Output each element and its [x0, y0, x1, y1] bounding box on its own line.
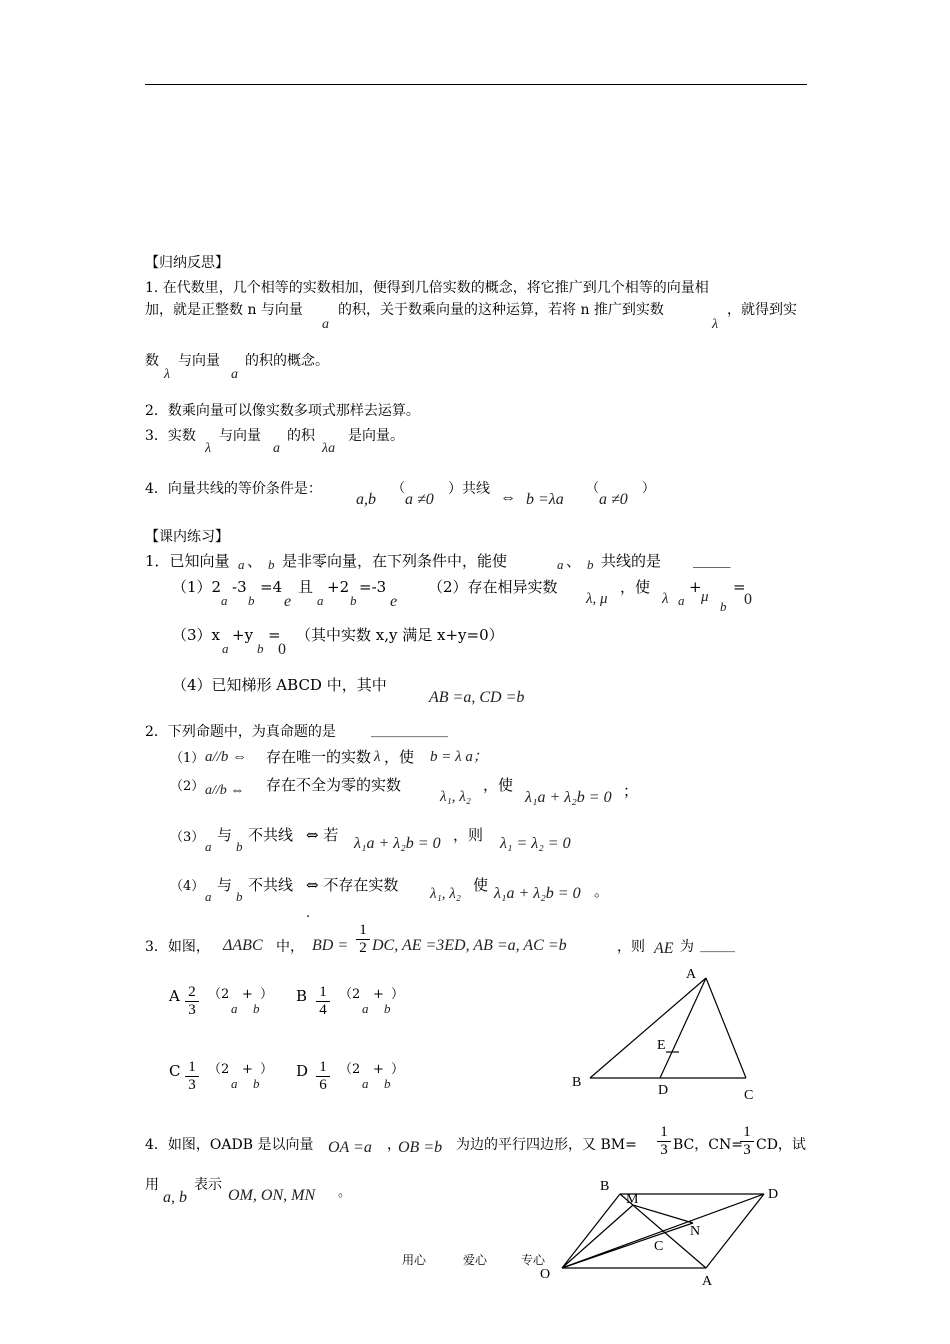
math-om-on-mn: OM, ON, MN [228, 1187, 316, 1204]
label-d: D [768, 1187, 779, 1202]
math-ob-eq-b: OB =b [398, 1139, 443, 1156]
symbol-b: b [257, 641, 264, 656]
q1-stem-d: 、 [566, 552, 582, 570]
math-a-neq-0: a ≠0 [599, 491, 628, 508]
reflection-item4b: ）共线 [448, 481, 490, 497]
q1-c1-d: 且 [298, 578, 314, 596]
symbol-a: a [362, 1076, 369, 1091]
option-expr-close: ） [260, 1062, 274, 1077]
symbol-b: b [384, 1001, 391, 1016]
option-b-label[interactable]: B [296, 987, 308, 1005]
option-expr-close: ） [391, 1062, 405, 1077]
symbol-mu: μ [701, 589, 709, 605]
label-c: C [654, 1239, 664, 1254]
q2-stem: 2．下列命题中，为真命题的是 [145, 724, 336, 740]
math-b-eq-lambda-a: b = λ a； [430, 749, 488, 765]
q3-stem-d: 为 [680, 939, 694, 955]
label-m: M [626, 1192, 639, 1207]
option-expr-close: ） [260, 987, 274, 1002]
symbol-lambda: λ [164, 367, 171, 382]
symbol-b: b [253, 1076, 260, 1091]
math-oa-eq-a: OA =a [328, 1139, 372, 1156]
q4-stem-d: BC，CN= [673, 1137, 743, 1153]
symbol-lambda: λ [712, 317, 719, 332]
q2-o1-c: 存在唯一的实数 [266, 748, 372, 766]
q1-c4-a: （4）已知梯形 ABCD 中，其中 [172, 676, 387, 694]
q4-stem-c: 为边的平行四边形，又 BM= [456, 1137, 637, 1153]
footer-word-1: 用心 [402, 1253, 427, 1267]
option-expr-close: ） [391, 987, 405, 1002]
q4-stem-b: ， [387, 1137, 401, 1153]
math-q3-conditions: DC, AE =3ED, AB =a, AC =b [372, 937, 567, 954]
symbol-a: a [317, 593, 324, 608]
q1-c3-b: +y [232, 626, 254, 644]
q2-o1-d: ，使 [384, 748, 415, 766]
option-d-fraction: 1 6 [316, 1059, 330, 1094]
label-a: A [686, 967, 697, 982]
math-lambdas-zero: λ₁ = λ₂ = 0 [500, 835, 571, 852]
q2-o4-a: （4） [170, 879, 205, 894]
q2-o2-d: ，使 [483, 776, 514, 794]
reflection-item1-line3b: 与向量 [178, 353, 220, 369]
symbol-a: a [322, 317, 329, 332]
q1-c1-e: +2 [327, 578, 350, 596]
option-expr-open: （2 [208, 987, 230, 1002]
paren-open: （ [392, 481, 406, 496]
label-b: B [572, 1075, 582, 1090]
q1-stem-c: 是非零向量，在下列条件中，能使 [282, 552, 508, 570]
symbol-a: a [238, 557, 245, 572]
math-triangle-abc: ΔABC [223, 937, 263, 954]
symbol-b: b [587, 557, 594, 572]
q2-o4-e: 使 [473, 876, 489, 894]
q4-line2-b: 表示 [194, 1177, 222, 1193]
option-expr-open: （2 [339, 1062, 361, 1077]
zero-vector: 0 [744, 591, 752, 608]
symbol-a: a [221, 593, 228, 608]
option-expr-plus: + [373, 1062, 384, 1077]
reflection-item3d: 是向量。 [348, 428, 404, 444]
symbol-b: b [384, 1076, 391, 1091]
q2-o3-c: 不共线 [248, 826, 294, 844]
q2-o4-b: 与 [217, 876, 233, 894]
label-e: E [657, 1038, 666, 1053]
segment-om [562, 1205, 633, 1268]
reflection-item1-line2b: 的积，关于数乘向量的这种运算，若将 n 推广到实数 [338, 302, 664, 318]
fraction-one-third: 1 3 [657, 1124, 671, 1159]
reflection-item1-line3c: 的积的概念。 [245, 353, 329, 369]
q3-stem-c: ，则 [617, 939, 645, 955]
q2-answer-blank[interactable]: ___________ [371, 722, 448, 738]
q2-o3-e: ，则 [453, 826, 484, 844]
reflection-item1-line1: 1. 在代数里，几个相等的实数相加，便得到几倍实数的概念，将它推广到几个相等的向量相 [145, 280, 709, 296]
math-ab-cd: AB =a, CD =b [429, 689, 525, 706]
symbol-a: a [231, 1001, 238, 1016]
option-a-fraction: 2 3 [185, 984, 199, 1019]
reflection-item3a: 3．实数 [145, 428, 196, 444]
segment-ac [706, 978, 746, 1078]
footer-word-3: 专心 [521, 1253, 546, 1267]
q2-o3-b: 与 [217, 826, 233, 844]
symbol-a: a [222, 641, 229, 656]
reflection-item1-line2a: 加，就是正整数 n 与向量 [145, 302, 303, 318]
q2-o4-c: 不共线 [248, 876, 294, 894]
q3-stem-b: 中， [276, 939, 304, 955]
stray-dot: . [306, 906, 311, 921]
reflection-item1-line3a: 数 [145, 353, 159, 369]
q2-o4-f: 。 [594, 882, 610, 900]
symbol-a: a [678, 593, 685, 608]
q1-c2-c: + [689, 578, 702, 596]
segment-ab [590, 978, 706, 1078]
symbol-b: b [350, 593, 357, 608]
option-expr-open: （2 [339, 987, 361, 1002]
math-a-b: a, b [163, 1189, 187, 1206]
symbol-a: a [273, 441, 280, 456]
segment-ad [660, 978, 706, 1078]
triangle-figure [560, 960, 770, 1110]
math-b-eq-lambda-a: b =λa [526, 491, 564, 508]
q3-stem-a: 3．如图， [145, 939, 210, 955]
paren-close: ） [642, 481, 656, 496]
symbol-b: b [720, 599, 727, 614]
q1-c3-c: = [268, 626, 281, 644]
symbol-a: a [362, 1001, 369, 1016]
fraction-one-third: 1 3 [740, 1124, 754, 1159]
zero-vector: 0 [278, 641, 286, 658]
q1-c3-d: （其中实数 x,y 满足 x+y=0） [296, 626, 504, 644]
symbol-e: e [284, 593, 292, 610]
segment-on [562, 1223, 693, 1268]
symbol-b: b [236, 889, 243, 904]
q4-stem-a: 4．如图，OADB 是以向量 [145, 1137, 314, 1153]
option-expr-plus: + [242, 1062, 253, 1077]
math-lambda-mu: λ, μ [586, 591, 608, 607]
symbol-a: a [231, 1076, 238, 1091]
symbol-a: a [231, 367, 238, 382]
q4-stem-e: CD，试 [756, 1137, 806, 1153]
option-b-fraction: 1 4 [316, 984, 330, 1019]
footer-word-2: 爱心 [463, 1253, 488, 1267]
label-o: O [540, 1267, 551, 1282]
q4-line2-c: 。 [338, 1185, 352, 1200]
iff-symbol: ⇔ [500, 489, 516, 506]
math-ae: AE [654, 940, 674, 957]
q2-o4-d: ⇔ 不存在实数 [306, 876, 399, 894]
practice-heading: 【课内练习】 [145, 529, 229, 545]
symbol-b: b [248, 593, 255, 608]
math-a-parallel-b: a//b ⇔ [205, 783, 245, 798]
q2-o3-d: ⇔ 若 [306, 826, 339, 844]
q2-o2-a: （2） [170, 779, 205, 794]
symbol-b: b [253, 1001, 260, 1016]
q4-line2-a: 用 [145, 1177, 159, 1193]
symbol-lambda-a: λa [322, 441, 336, 456]
q2-o3-a: （3） [170, 830, 205, 845]
option-a-label[interactable]: A [169, 987, 180, 1005]
q2-o1-a: （1） [170, 751, 205, 766]
math-bd-eq: BD = [312, 937, 349, 954]
label-n: N [690, 1224, 701, 1239]
reflection-item3c: 的积 [287, 428, 315, 444]
label-b: B [600, 1179, 610, 1194]
symbol-lambda: λ [662, 591, 669, 607]
math-a-neq-0: a ≠0 [405, 491, 434, 508]
math-linear-combination: λ₁a + λ₂b = 0 [354, 835, 441, 852]
math-linear-combination: λ₁a + λ₂b = 0 [525, 789, 612, 806]
q1-c2-b: ，使 [620, 578, 651, 596]
symbol-lambda: λ [205, 441, 212, 456]
q1-c2-a: （2）存在相异实数 [428, 578, 558, 596]
option-expr-plus: + [373, 987, 384, 1002]
fraction-one-half: 1 2 [356, 922, 370, 957]
reflection-item2: 2．数乘向量可以像实数多项式那样去运算。 [145, 403, 420, 419]
option-expr-open: （2 [208, 1062, 230, 1077]
reflection-item4a: 4．向量共线的等价条件是： [145, 481, 322, 497]
q1-stem-b: 、 [247, 552, 263, 570]
option-d-label[interactable]: D [296, 1062, 309, 1080]
math-ab: a,b [356, 491, 376, 508]
label-d: D [658, 1083, 669, 1098]
math-linear-combination: λ₁a + λ₂b = 0 [494, 885, 581, 902]
q3-answer-blank[interactable]: _____ [700, 937, 735, 953]
symbol-lambda: λ [374, 749, 381, 765]
header-rule [145, 84, 807, 85]
reflection-item3b: 与向量 [219, 428, 261, 444]
reflection-item1-line2c: ，就得到实 [727, 302, 797, 318]
segment-mn [633, 1205, 693, 1223]
q1-c3-a: （3）x [172, 626, 221, 644]
q1-stem-a: 1．已知向量 [145, 552, 230, 570]
symbol-a: a [205, 889, 212, 904]
label-c: C [744, 1088, 754, 1103]
q1-c1-f: =-3 [359, 578, 387, 596]
parallelogram-figure [530, 1170, 800, 1290]
symbol-a: a [557, 557, 564, 572]
option-c-label[interactable]: C [169, 1062, 181, 1080]
option-c-fraction: 1 3 [185, 1059, 199, 1094]
reflection-heading: 【归纳反思】 [145, 255, 229, 271]
q1-c1-b: -3 [232, 578, 247, 596]
symbol-b: b [268, 557, 275, 572]
label-a: A [702, 1274, 713, 1289]
q1-c1-c: =4 [260, 578, 283, 596]
option-expr-plus: + [242, 987, 253, 1002]
symbol-e: e [390, 593, 398, 610]
math-lambda1-lambda2: λ₁, λ₂ [430, 886, 461, 902]
q1-c1-a: （1）2 [172, 578, 222, 596]
paren-open: （ [586, 481, 600, 496]
q1-c2-d: = [733, 578, 746, 596]
q2-o2-c: 存在不全为零的实数 [266, 776, 402, 794]
math-a-parallel-b: a//b ⇔ [205, 749, 248, 765]
symbol-b: b [236, 839, 243, 854]
q2-o2-e: ； [623, 782, 639, 800]
math-lambda1-lambda2: λ₁, λ₂ [440, 789, 471, 805]
symbol-a: a [205, 839, 212, 854]
q1-answer-blank[interactable]: _____ [693, 550, 731, 568]
q1-stem-e: 共线的是 [601, 552, 662, 570]
